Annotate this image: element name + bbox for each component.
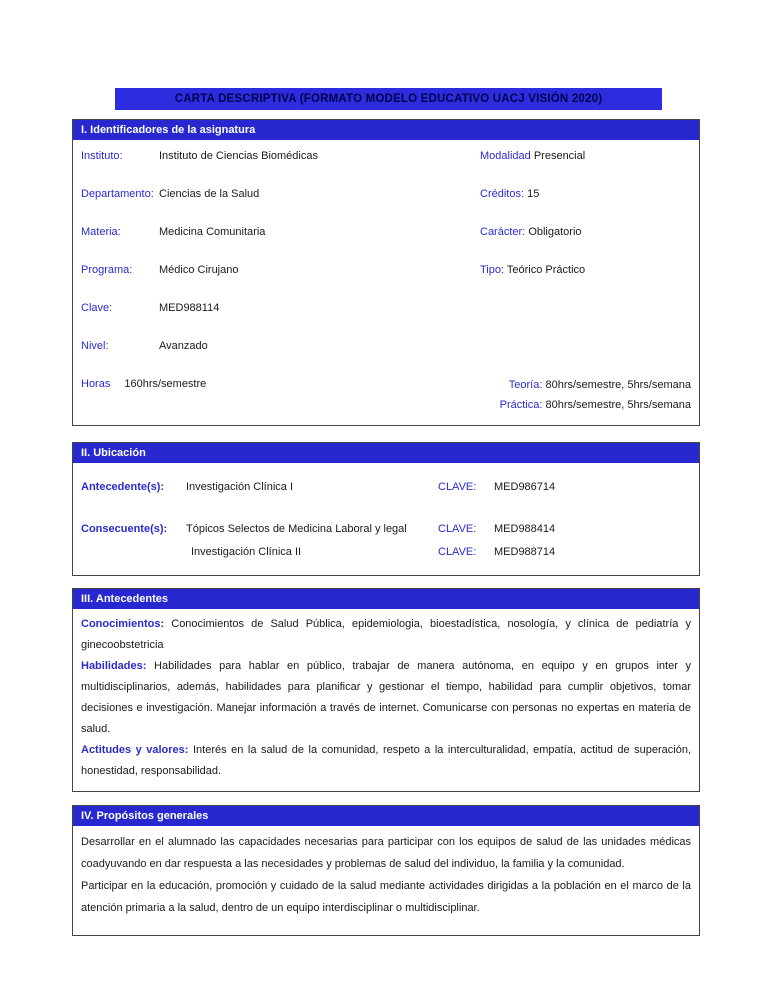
creditos-label: Créditos: [480,188,525,200]
section-propositos [72,805,700,936]
caracter-label: Carácter: [480,226,526,238]
departamento-value: Ciencias de la Salud [159,188,260,200]
caracter-value: Obligatorio [528,226,582,238]
consecuente-clave-value-2: MED988714 [494,546,556,558]
section-antecedentes-header: III. Antecedentes [73,589,699,609]
consecuente-clave-label-2: CLAVE: [438,546,477,558]
programa-value: Médico Cirujano [159,264,239,276]
consecuente-value-2: Investigación Clínica II [191,546,302,558]
teoria-value: 80hrs/semestre, 5hrs/semana [545,379,691,391]
habilidades-label: Habilidades: [81,660,147,672]
clave-label: Clave: [81,302,113,314]
tipo-label: Tipo: [480,264,505,276]
section-propositos-header: IV. Propósitos generales [73,806,699,826]
modalidad-field [480,150,585,162]
practica-value: 80hrs/semestre, 5hrs/semana [545,399,691,411]
section-antecedentes-body [73,609,699,791]
row-clave [81,302,691,315]
conocimientos-text: Conocimientos de Salud Pública, epidemiologia, bioestadística, nosología, y clínica de pediatría y ginecoobstetricia [81,618,691,651]
departamento-label: Departamento: [81,188,154,200]
horas-detail [500,375,691,415]
practica-label: Práctica: [499,399,543,411]
conocimientos-label: Conocimientos: [81,618,165,630]
row-antecedente [81,481,691,494]
document-content [72,0,700,936]
section-antecedentes [72,588,700,792]
materia-label: Materia: [81,226,121,238]
section-identificadores [72,119,700,426]
document-title: CARTA DESCRIPTIVA (FORMATO MODELO EDUCATIVO UACJ VISIÓN 2020) [115,88,662,110]
antecedente-label: Antecedente(s): [81,481,165,493]
modalidad-label: Modalidad [480,150,531,162]
instituto-label: Instituto: [81,150,123,162]
row-departamento [81,188,691,201]
horas-label: Horas [81,378,111,390]
tipo-field [480,264,585,276]
section-identificadores-header: I. Identificadores de la asignatura [73,120,699,140]
row-materia [81,226,691,239]
consecuente-clave-field-2 [438,546,555,558]
actitudes-text: Interés en la salud de la comunidad, respeto a la interculturalidad, empatía, actitud de superación, honestidad, responsabilidad. [81,744,692,777]
consecuente-clave-label-1: CLAVE: [438,523,477,535]
nivel-value: Avanzado [159,340,208,352]
section-propositos-body [73,826,699,935]
section-ubicacion [72,442,700,576]
creditos-value: 15 [527,188,540,200]
actitudes-paragraph [81,740,691,782]
teoria-label: Teoría: [508,379,543,391]
row-instituto [81,150,691,163]
instituto-value: Instituto de Ciencias Biomédicas [159,150,318,162]
teoria-line [509,375,691,395]
caracter-field [480,226,582,238]
row-consecuente-2 [81,546,691,559]
consecuente-value-1: Tópicos Selectos de Medicina Laboral y legal [186,523,407,535]
materia-value: Medicina Comunitaria [159,226,266,238]
section-ubicacion-header: II. Ubicación [73,443,699,463]
conocimientos-paragraph [81,614,691,656]
creditos-field [480,188,539,200]
row-nivel [81,340,691,353]
row-horas [81,378,691,415]
nivel-label: Nivel: [81,340,109,352]
antecedente-clave-field [438,481,555,493]
consecuente-label: Consecuente(s): [81,523,168,535]
section-ubicacion-body [73,463,699,575]
row-programa [81,264,691,277]
antecedente-clave-label: CLAVE: [438,481,477,493]
practica-line [500,395,691,415]
propositos-paragraph-1: Desarrollar en el alumnado las capacidades necesarias para participar con los equipos de salud de las unidades médicas coadyuvando en dar respuesta a las necesidades y problemas de salud del individuo, la familia y la comunidad. [81,836,691,870]
horas-value: 160hrs/semestre [124,378,207,390]
habilidades-text: Habilidades para hablar en público, trabajar de manera autónoma, en equipo y en grupos inter y multidisciplinarios, además, habilidades para planificar y gestionar el tiempo, habilidad para cumplir objetivos, tomar decisiones e investigación. Manejar información a través de internet. Comunicarse con personas no expertas en materia de salud. [81,660,691,735]
modalidad-value: Presencial [533,150,586,162]
habilidades-paragraph [81,656,691,740]
section-identificadores-body [73,140,699,425]
clave-value: MED988114 [159,302,220,314]
row-consecuente-1 [81,523,691,536]
propositos-paragraph-2: Participar en la educación, promoción y cuidado de la salud mediante actividades dirigidas a la población en el marco de la atención primaria a la salud, dentro de un equipo interdisciplinar o multidisciplinar. [81,880,691,914]
antecedente-clave-value: MED986714 [494,481,556,493]
actitudes-label: Actitudes y valores: [81,744,189,756]
tipo-value: Teórico Práctico [506,264,586,276]
programa-label: Programa: [81,264,133,276]
consecuente-clave-value-1: MED988414 [494,523,556,535]
antecedente-value: Investigación Clínica I [186,481,293,493]
consecuente-clave-field-1 [438,523,555,535]
